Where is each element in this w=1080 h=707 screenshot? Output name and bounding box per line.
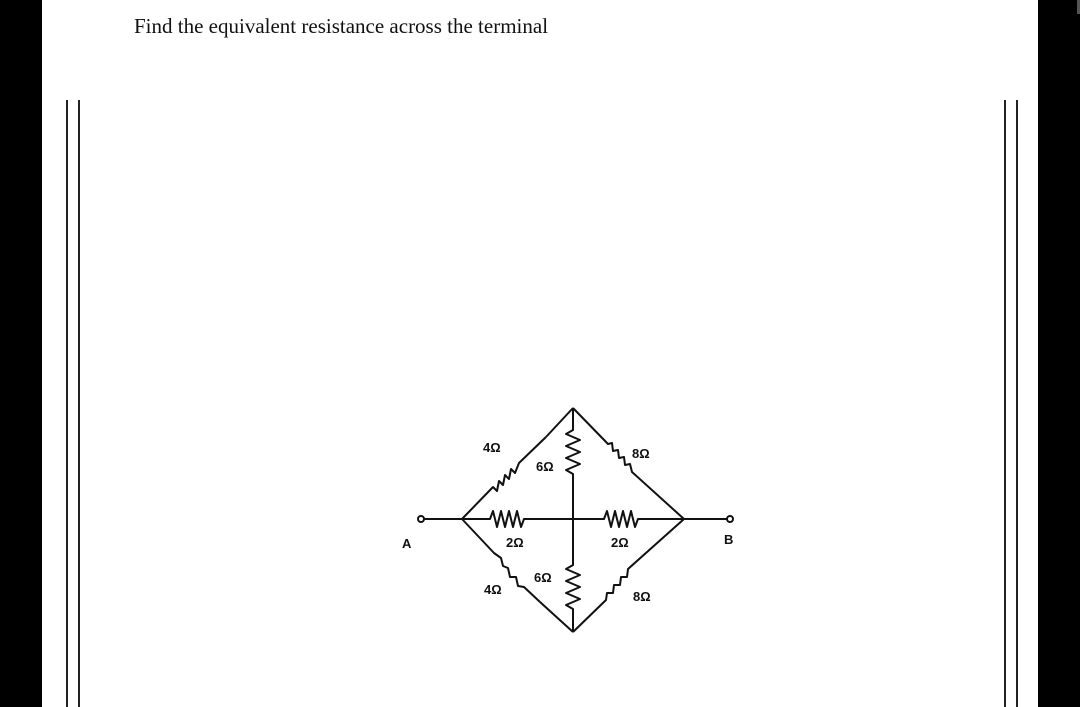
terminal-b-node [727, 516, 733, 522]
resistor-label-left-upper-inner: 6Ω [536, 459, 554, 474]
question-text: Find the equivalent resistance across the terminal [134, 14, 549, 38]
circuit-diagram [400, 400, 750, 640]
resistor-label-left-lower: 4Ω [484, 582, 502, 597]
right-border-lines [1004, 100, 1018, 707]
resistor-label-right-upper: 8Ω [632, 446, 650, 461]
left-border-lines [66, 100, 80, 707]
resistor-label-right-lower: 8Ω [633, 589, 651, 604]
resistor-vertical-lower [566, 519, 580, 632]
resistor-label-right-middle: 2Ω [611, 535, 629, 550]
resistor-vertical-upper [566, 408, 580, 519]
resistor-label-left-lower-inner: 6Ω [534, 570, 552, 585]
resistor-left-middle [462, 511, 573, 527]
resistor-label-left-upper: 4Ω [483, 440, 501, 455]
terminal-b-label: B [724, 532, 734, 547]
resistor-right-middle [573, 511, 684, 527]
terminal-a-node [418, 516, 424, 522]
resistor-right-upper [573, 408, 684, 519]
resistor-label-left-middle: 2Ω [506, 535, 524, 550]
terminal-a-label: A [402, 536, 412, 551]
resistor-left-upper [462, 437, 546, 519]
